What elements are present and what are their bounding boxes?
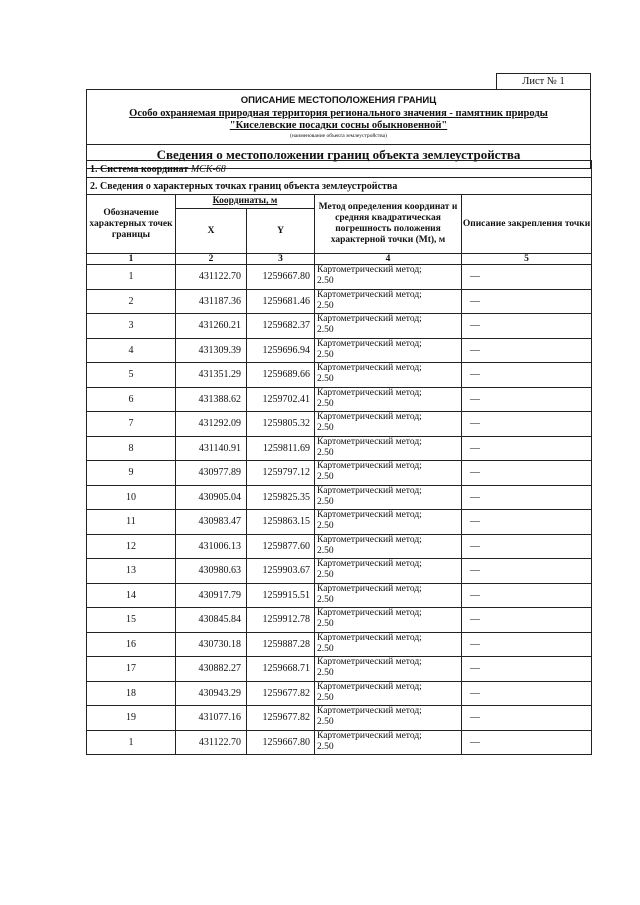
method-text: Картометрический метод;	[317, 510, 422, 520]
coord-y: 1259805.32	[247, 412, 315, 437]
coord-x: 431309.39	[176, 338, 247, 363]
point-number: 8	[87, 436, 176, 461]
fixation-description: —	[462, 559, 592, 584]
method-cell	[315, 461, 462, 486]
method-text: Картометрический метод;	[317, 559, 422, 569]
point-number: 1	[87, 730, 176, 755]
coord-y: 1259667.80	[247, 730, 315, 755]
method-cell	[315, 387, 462, 412]
method-text: Картометрический метод;	[317, 265, 422, 275]
point-number: 10	[87, 485, 176, 510]
section-title: Сведения о местоположении границ объекта землеустройства	[156, 147, 521, 162]
method-accuracy: 2.50	[317, 594, 334, 605]
object-name-line-2: "Киселевские посадки сосны обыкновенной"	[229, 120, 448, 131]
point-number: 4	[87, 338, 176, 363]
table-row	[87, 289, 592, 314]
coord-x: 431292.09	[176, 412, 247, 437]
fixation-description: —	[462, 534, 592, 559]
table-row	[87, 436, 592, 461]
boundary-points-table	[86, 160, 592, 755]
table-row	[87, 730, 592, 755]
coordinate-system-row	[87, 161, 592, 178]
method-accuracy: 2.50	[317, 398, 334, 409]
point-number: 2	[87, 289, 176, 314]
fixation-description: —	[462, 387, 592, 412]
fixation-description: —	[462, 314, 592, 339]
col-x-header: X	[176, 209, 247, 254]
method-cell	[315, 314, 462, 339]
fixation-description: —	[462, 363, 592, 388]
method-text: Картометрический метод;	[317, 706, 422, 716]
method-cell	[315, 363, 462, 388]
coord-x: 430977.89	[176, 461, 247, 486]
coord-x: 431077.16	[176, 706, 247, 731]
points-heading: 2. Сведения о характерных точках границ объекта землеустройства	[87, 178, 592, 195]
table-row	[87, 265, 592, 290]
coord-y: 1259863.15	[247, 510, 315, 535]
method-text: Картометрический метод;	[317, 436, 422, 447]
method-accuracy: 2.50	[317, 717, 334, 727]
point-number: 1	[87, 265, 176, 290]
coord-y: 1259696.94	[247, 338, 315, 363]
method-accuracy: 2.50	[317, 423, 334, 433]
method-accuracy: 2.50	[317, 619, 334, 629]
method-text: Картометрический метод;	[317, 632, 422, 643]
method-accuracy: 2.50	[317, 741, 334, 752]
table-row	[87, 534, 592, 559]
method-text: Картометрический метод;	[317, 412, 422, 422]
col-method-header: Метод определения координат и средняя квадратическая погрешность положения характерной точки (Мt), м	[315, 195, 462, 254]
fixation-description: —	[462, 608, 592, 633]
method-cell	[315, 632, 462, 657]
coord-y: 1259877.60	[247, 534, 315, 559]
point-number: 19	[87, 706, 176, 731]
point-number: 6	[87, 387, 176, 412]
coords-header-text: Координаты, м	[212, 196, 278, 206]
method-text: Картометрический метод;	[317, 583, 422, 594]
table-row	[87, 363, 592, 388]
method-cell	[315, 681, 462, 706]
method-cell	[315, 730, 462, 755]
col-desc-header: Описание закрепления точки	[462, 195, 592, 254]
coord-x: 430983.47	[176, 510, 247, 535]
point-number: 18	[87, 681, 176, 706]
method-cell	[315, 534, 462, 559]
method-accuracy: 2.50	[317, 325, 334, 335]
point-number: 5	[87, 363, 176, 388]
coord-x: 430730.18	[176, 632, 247, 657]
coord-y: 1259811.69	[247, 436, 315, 461]
point-number: 12	[87, 534, 176, 559]
coord-y: 1259677.82	[247, 681, 315, 706]
col-number-1: 1	[87, 254, 176, 265]
table-row	[87, 657, 592, 682]
method-accuracy: 2.50	[317, 643, 334, 654]
table-row	[87, 387, 592, 412]
coord-x: 430980.63	[176, 559, 247, 584]
point-number: 16	[87, 632, 176, 657]
method-accuracy: 2.50	[317, 374, 334, 384]
table-row	[87, 338, 592, 363]
coord-y: 1259915.51	[247, 583, 315, 608]
method-accuracy: 2.50	[317, 668, 334, 678]
fixation-description: —	[462, 461, 592, 486]
method-cell	[315, 485, 462, 510]
method-accuracy: 2.50	[317, 692, 334, 703]
col-number-4: 4	[315, 254, 462, 265]
table-row	[87, 485, 592, 510]
coord-x: 430943.29	[176, 681, 247, 706]
coord-y: 1259667.80	[247, 265, 315, 290]
method-accuracy: 2.50	[317, 349, 334, 360]
method-accuracy: 2.50	[317, 472, 334, 482]
col-coords-header	[176, 195, 315, 209]
method-cell	[315, 559, 462, 584]
method-cell	[315, 706, 462, 731]
fixation-description: —	[462, 510, 592, 535]
document-title: ОПИСАНИЕ МЕСТОПОЛОЖЕНИЯ ГРАНИЦ	[240, 95, 437, 106]
method-text: Картометрический метод;	[317, 363, 422, 373]
coord-y: 1259668.71	[247, 657, 315, 682]
table-row	[87, 583, 592, 608]
method-text: Картометрический метод;	[317, 289, 422, 300]
coord-y: 1259912.78	[247, 608, 315, 633]
col-point-header: Обозначение характерных точек границы	[87, 195, 176, 254]
method-text: Картометрический метод;	[317, 534, 422, 545]
coord-y: 1259682.37	[247, 314, 315, 339]
header-divider	[87, 144, 590, 145]
fixation-description: —	[462, 338, 592, 363]
fixation-description: —	[462, 412, 592, 437]
method-cell	[315, 412, 462, 437]
method-text: Картометрический метод;	[317, 608, 422, 618]
coordinate-system-label: 1. Система координат	[90, 163, 189, 175]
table-row	[87, 412, 592, 437]
method-accuracy: 2.50	[317, 300, 334, 311]
coord-x: 430882.27	[176, 657, 247, 682]
method-cell	[315, 510, 462, 535]
fixation-description: —	[462, 706, 592, 731]
method-accuracy: 2.50	[317, 276, 334, 286]
coord-y: 1259702.41	[247, 387, 315, 412]
method-cell	[315, 289, 462, 314]
table-row	[87, 632, 592, 657]
coord-y: 1259797.12	[247, 461, 315, 486]
coord-x: 430905.04	[176, 485, 247, 510]
table-row	[87, 314, 592, 339]
table-row	[87, 608, 592, 633]
coord-x: 431187.36	[176, 289, 247, 314]
object-name-caption: (наименование объекта землеустройства)	[290, 133, 387, 139]
method-cell	[315, 265, 462, 290]
method-cell	[315, 657, 462, 682]
point-number: 3	[87, 314, 176, 339]
coord-x: 431260.21	[176, 314, 247, 339]
fixation-description: —	[462, 681, 592, 706]
coord-x: 431388.62	[176, 387, 247, 412]
col-number-2: 2	[176, 254, 247, 265]
table-row	[87, 706, 592, 731]
sheet-number: Лист № 1	[496, 73, 591, 90]
coord-x: 431351.29	[176, 363, 247, 388]
coord-y: 1259681.46	[247, 289, 315, 314]
fixation-description: —	[462, 436, 592, 461]
fixation-description: —	[462, 583, 592, 608]
table-row	[87, 510, 592, 535]
method-cell	[315, 608, 462, 633]
method-text: Картометрический метод;	[317, 657, 422, 667]
method-accuracy: 2.50	[317, 521, 334, 531]
fixation-description: —	[462, 265, 592, 290]
object-name-line-1: Особо охраняемая природная территория регионального значения - памятник природы	[129, 108, 548, 119]
coord-y: 1259689.66	[247, 363, 315, 388]
coord-x: 431122.70	[176, 265, 247, 290]
method-text: Картометрический метод;	[317, 730, 422, 741]
coord-y: 1259887.28	[247, 632, 315, 657]
point-number: 9	[87, 461, 176, 486]
col-number-3: 3	[247, 254, 315, 265]
method-text: Картометрический метод;	[317, 461, 422, 471]
point-number: 7	[87, 412, 176, 437]
method-accuracy: 2.50	[317, 496, 334, 507]
coord-x: 430845.84	[176, 608, 247, 633]
coord-y: 1259677.82	[247, 706, 315, 731]
fixation-description: —	[462, 289, 592, 314]
coord-x: 430917.79	[176, 583, 247, 608]
fixation-description: —	[462, 657, 592, 682]
coord-x: 431122.70	[176, 730, 247, 755]
method-accuracy: 2.50	[317, 447, 334, 458]
fixation-description: —	[462, 485, 592, 510]
table-row	[87, 681, 592, 706]
coord-y: 1259903.67	[247, 559, 315, 584]
method-accuracy: 2.50	[317, 570, 334, 580]
point-number: 14	[87, 583, 176, 608]
point-number: 11	[87, 510, 176, 535]
method-cell	[315, 583, 462, 608]
document-header	[86, 89, 591, 169]
table-row	[87, 559, 592, 584]
point-number: 17	[87, 657, 176, 682]
coord-x: 431006.13	[176, 534, 247, 559]
method-text: Картометрический метод;	[317, 314, 422, 324]
method-accuracy: 2.50	[317, 545, 334, 556]
table-row	[87, 461, 592, 486]
point-number: 15	[87, 608, 176, 633]
method-text: Картометрический метод;	[317, 387, 422, 398]
method-text: Картометрический метод;	[317, 485, 422, 496]
coord-x: 431140.91	[176, 436, 247, 461]
method-text: Картометрический метод;	[317, 338, 422, 349]
col-y-header: Y	[247, 209, 315, 254]
point-number: 13	[87, 559, 176, 584]
method-cell	[315, 436, 462, 461]
method-text: Картометрический метод;	[317, 681, 422, 692]
method-cell	[315, 338, 462, 363]
fixation-description: —	[462, 632, 592, 657]
col-number-5: 5	[462, 254, 592, 265]
coord-y: 1259825.35	[247, 485, 315, 510]
fixation-description: —	[462, 730, 592, 755]
coordinate-system-value: МСК-68	[190, 163, 226, 175]
